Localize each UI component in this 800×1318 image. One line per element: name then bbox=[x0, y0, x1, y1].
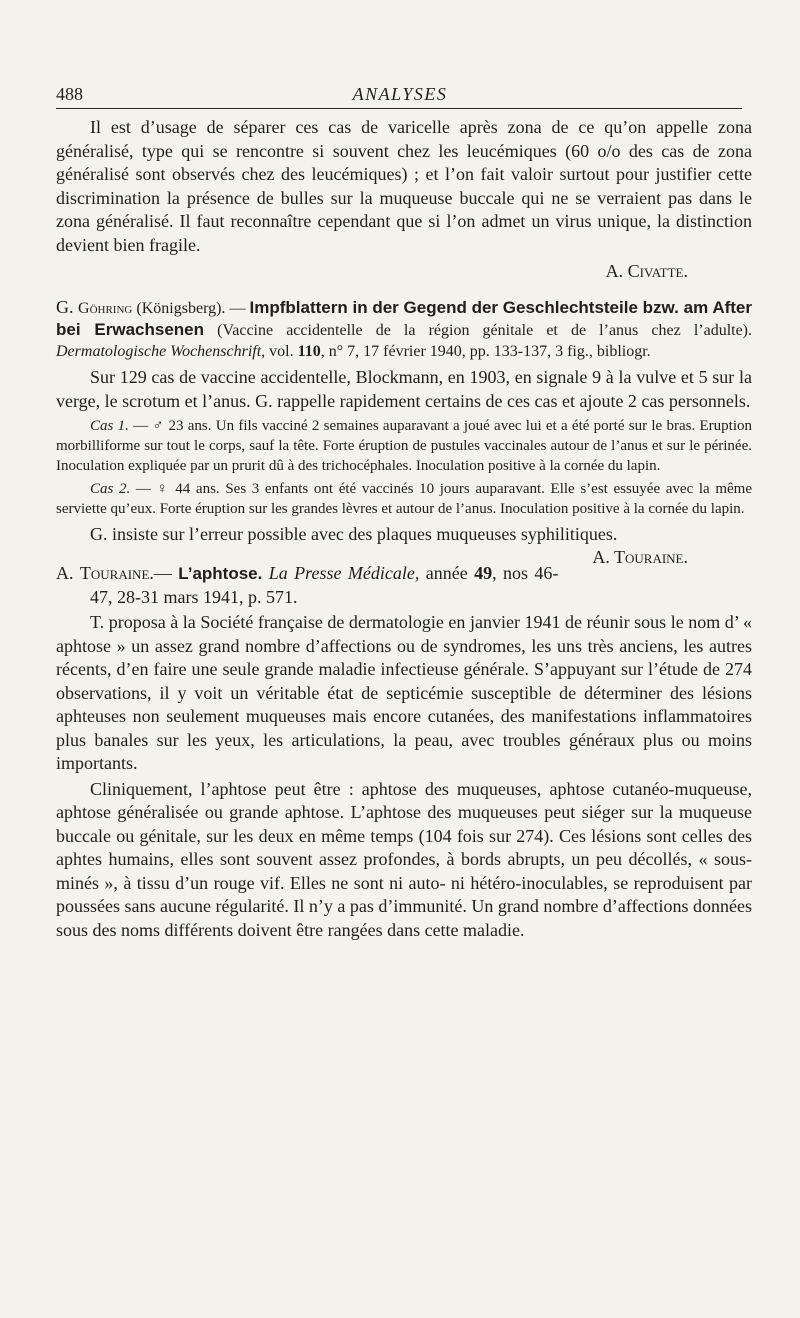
gohring-ref-tail: , n° 7, 17 février 1940, pp. 133-137, 3 fig., bibliogr. bbox=[320, 343, 651, 360]
civatte-paragraph: Il est d’usage de séparer ces cas de varicelle après zona de ce qu’on appelle zona généralisé, type qui se rencontre si souvent chez les leucémiques (60 o/o des cas de zona généralisé sont observés chez des leucémiques) ; et l’on fait valoir surtout pour justifier cette discrimination la présence de bulles sur la muqueuse buccale qui ne se verraient pas dans le zona généralisé. Il faut reconnaître cependant que si l’on admet un virus unique, la distinction devient bien fragile. bbox=[56, 117, 752, 255]
gohring-intro: Sur 129 cas de vaccine accidentelle, Blockmann, en 1903, en signale 9 à la vulve et 5 sur la verge, le scrotum et l’anus. G. rappelle rapidement certains de ces cas et ajoute 2 cas personnels. bbox=[56, 367, 752, 411]
case-2-label: Cas 2. bbox=[90, 481, 131, 498]
touraine-author-name: Touraine. bbox=[79, 563, 154, 584]
gohring-case-1 bbox=[56, 417, 752, 476]
civatte-signature: A. Civatte. bbox=[605, 261, 688, 281]
gohring-conclusion-text: G. insiste sur l’erreur possible avec des plaques muqueuses syphilitiques. bbox=[90, 523, 618, 544]
gohring-author-initial: G. bbox=[56, 296, 79, 317]
case-2-text: — ♀ 44 ans. Ses 3 enfants ont été vaccinés 10 jours auparavant. Elle s’est essuyée avec la même serviette qu’eux. Forte éruption sur les grandes lèvres et autour de l’anus. Inoculation positive à la cornée du lapin. bbox=[56, 481, 752, 518]
touraine-journal: La Presse Médicale, bbox=[268, 563, 420, 584]
gohring-signature: A. Touraine. bbox=[592, 547, 688, 568]
touraine-year-vol: 49 bbox=[474, 563, 493, 584]
gohring-volume: 110 bbox=[297, 343, 321, 360]
gohring-conclusion bbox=[56, 523, 752, 568]
gohring-author-place: (Königsberg). — bbox=[132, 299, 250, 317]
touraine-dash: — bbox=[153, 563, 179, 584]
touraine-paragraph-2: Cliniquement, l’aphtose peut être : aphtose des muqueuses, aphtose cutanéo-muqueuse, aphtose généralisée ou grande aphtose. L’aphtose des muqueuses peut siéger sur la muqueuse buccale ou génitale, sur les deux en même temps (104 fois sur 274). Ces lésions sont celles des aphtes humains, elles sont souvent assez profondes, à bords abrupts, un peu décollés, « sous-minés », à tissu d’un rouge vif. Elles ne sont ni auto- ni hétéro-inoculables, se reproduisent par poussées sans aucune régularité. Il n’y a pas d’immunité. Un grand nombre d’affections données sous des noms différents doivent être rangées dans cette maladie. bbox=[56, 778, 752, 940]
touraine-article-title: L’aphtose. bbox=[178, 564, 263, 584]
gohring-vol-prefix: vol. bbox=[265, 343, 298, 360]
gohring-author-name: Göhring bbox=[78, 299, 133, 317]
case-1-label: Cas 1. bbox=[90, 418, 129, 434]
gohring-journal: Dermatologische Wochenschrift, bbox=[56, 343, 266, 360]
header-rule bbox=[56, 108, 742, 109]
running-title: ANALYSES bbox=[352, 84, 448, 104]
case-1-text: — ♂ 23 ans. Un fils vacciné 2 semaines auparavant a joué avec lui et a été porté sur le bras. Eruption morbilliforme sur tout le corps, sauf la tête. Forte éruption de pustules vaccinales autour de l’anus et sur le périnée. Inoculation expliquée par un prurit dû à des trichocéphales. Inoculation positive à la cornée du lapin. bbox=[56, 418, 752, 474]
touraine-author-initial: A. bbox=[56, 563, 80, 584]
page-number: 488 bbox=[56, 84, 83, 104]
page-header bbox=[0, 0, 800, 110]
touraine-paragraph-1: T. proposa à la Société française de dermatologie en janvier 1941 de réunir sous le nom d’ « aphtose » un assez grand nombre d’affections ou de syndromes, les uns très anciens, les autres récents, d’en faire une seule grande maladie infectieuse générale. S’appuyant sur l’étude de 274 observations, il y voit un véritable état de septicémie susceptible de déterminer des lésions aphteuses non seulement muqueuses mais encore cutanées, des manifestations inflammatoires plus banales sur les yeux, les articulations, la peau, avec troubles généraux plus ou moins importants. bbox=[56, 612, 752, 774]
gohring-reference bbox=[56, 296, 752, 363]
gohring-case-2 bbox=[56, 480, 752, 520]
gohring-article-title: Impfblattern in der Gegend der Geschlechtsteile bzw. am After bei Erwachsenen bbox=[56, 297, 752, 339]
gohring-translation: (Vaccine accidentelle de la région génitale et de l’anus chez l’adulte). bbox=[204, 322, 753, 339]
page-content bbox=[56, 114, 752, 942]
touraine-ref-tail: , nos 46-47, 28-31 mars 1941, p. 571. bbox=[90, 563, 559, 607]
touraine-ref-mid: année bbox=[419, 563, 475, 584]
